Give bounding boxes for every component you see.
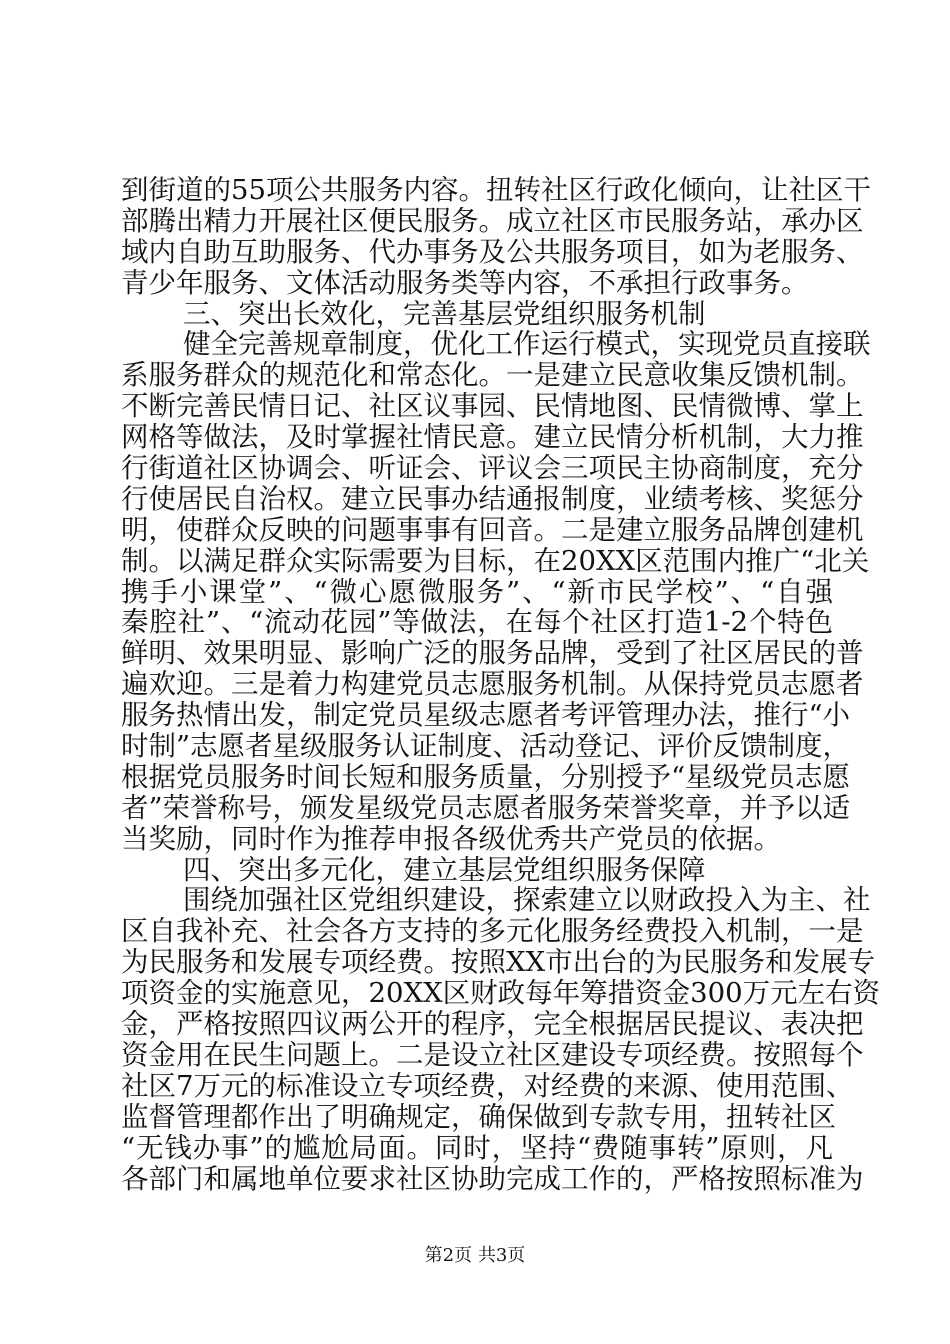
page-footer: 第2页 共3页: [424, 1245, 526, 1266]
paragraph-line: 鲜明、效果明显、影响广泛的服务品牌，受到了社区居民的普: [121, 637, 864, 670]
paragraph-line: 域内自助互助服务、代办事务及公共服务项目，如为老服务、: [121, 235, 864, 268]
paragraph-line: 服务热情出发，制定党员星级志愿者考评管理办法，推行“小: [121, 699, 851, 732]
paragraph-line: 行使居民自治权。建立民事办结通报制度，业绩考核、奖惩分: [121, 482, 864, 515]
paragraph-line: 根据党员服务时间长短和服务质量，分别授予“星级党员志愿: [121, 760, 851, 793]
paragraph-line: 青少年服务、文体活动服务类等内容，不承担行政事务。: [121, 266, 809, 299]
paragraph-line: 当奖励，同时作为推荐申报各级优秀共产党员的依据。: [121, 822, 781, 855]
paragraph-line: 不断完善民情日记、社区议事园、民情地图、民情微博、掌上: [121, 390, 864, 423]
paragraph-line: 秦腔社”、“流动花园”等做法，在每个社区打造1-2个特色: [121, 606, 833, 639]
paragraph-line: 系服务群众的规范化和常态化。一是建立民意收集反馈机制。: [121, 359, 864, 392]
paragraph-line: 金，严格按照四议两公开的程序，完全根据居民提议、表决把: [121, 1008, 864, 1041]
paragraph-line: 遍欢迎。三是着力构建党员志愿服务机制。从保持党员志愿者: [121, 668, 864, 701]
section-heading: 四、突出多元化，建立基层党组织服务保障: [183, 853, 706, 886]
paragraph-line: “无钱办事”的尴尬局面。同时，坚持“费随事转”原则，凡: [121, 1131, 833, 1164]
paragraph-line: 社区7万元的标准设立专项经费，对经费的来源、使用范围、: [121, 1069, 854, 1102]
paragraph-line: 围绕加强社区党组织建设，探索建立以财政投入为主、社: [183, 884, 871, 917]
paragraph-line: 部腾出精力开展社区便民服务。成立社区市民服务站，承办区: [121, 204, 864, 237]
paragraph-line: 资金用在民生问题上。二是设立社区建设专项经费。按照每个: [121, 1038, 864, 1071]
paragraph-line: 携手小课堂”、“微心愿微服务”、“新市民学校”、“自强: [121, 575, 833, 608]
paragraph-line: 监督管理都作出了明确规定，确保做到专款专用，扭转社区: [121, 1100, 836, 1133]
paragraph-line: 时制”志愿者星级服务认证制度、活动登记、评价反馈制度，: [121, 730, 851, 763]
paragraph-line: 项资金的实施意见，20XX区财政每年筹措资金300万元左右资: [121, 977, 881, 1010]
paragraph-line: 制。以满足群众实际需要为目标，在20XX区范围内推广“北关: [121, 544, 870, 577]
paragraph-line: 各部门和属地单位要求社区协助完成工作的，严格按照标准为: [121, 1162, 864, 1195]
paragraph-line: 健全完善规章制度，优化工作运行模式，实现党员直接联: [183, 328, 871, 361]
paragraph-line: 者”荣誉称号，颁发星级党员志愿者服务荣誉奖章，并予以适: [121, 791, 851, 824]
paragraph-line: 行街道社区协调会、听证会、评议会三项民主协商制度，充分: [121, 452, 864, 485]
paragraph-line: 区自我补充、社会各方支持的多元化服务经费投入机制，一是: [121, 915, 864, 948]
paragraph-line: 网格等做法，及时掌握社情民意。建立民情分析机制，大力推: [121, 421, 864, 454]
paragraph-line: 到街道的55项公共服务内容。扭转社区行政化倾向，让社区干: [121, 174, 871, 206]
document-body: [121, 174, 881, 1195]
section-heading: 三、突出长效化，完善基层党组织服务机制: [183, 297, 706, 330]
paragraph-line: 明，使群众反映的问题事事有回音。二是建立服务品牌创建机: [121, 513, 864, 546]
paragraph-line: 为民服务和发展专项经费。按照XX市出台的为民服务和发展专: [121, 946, 876, 979]
